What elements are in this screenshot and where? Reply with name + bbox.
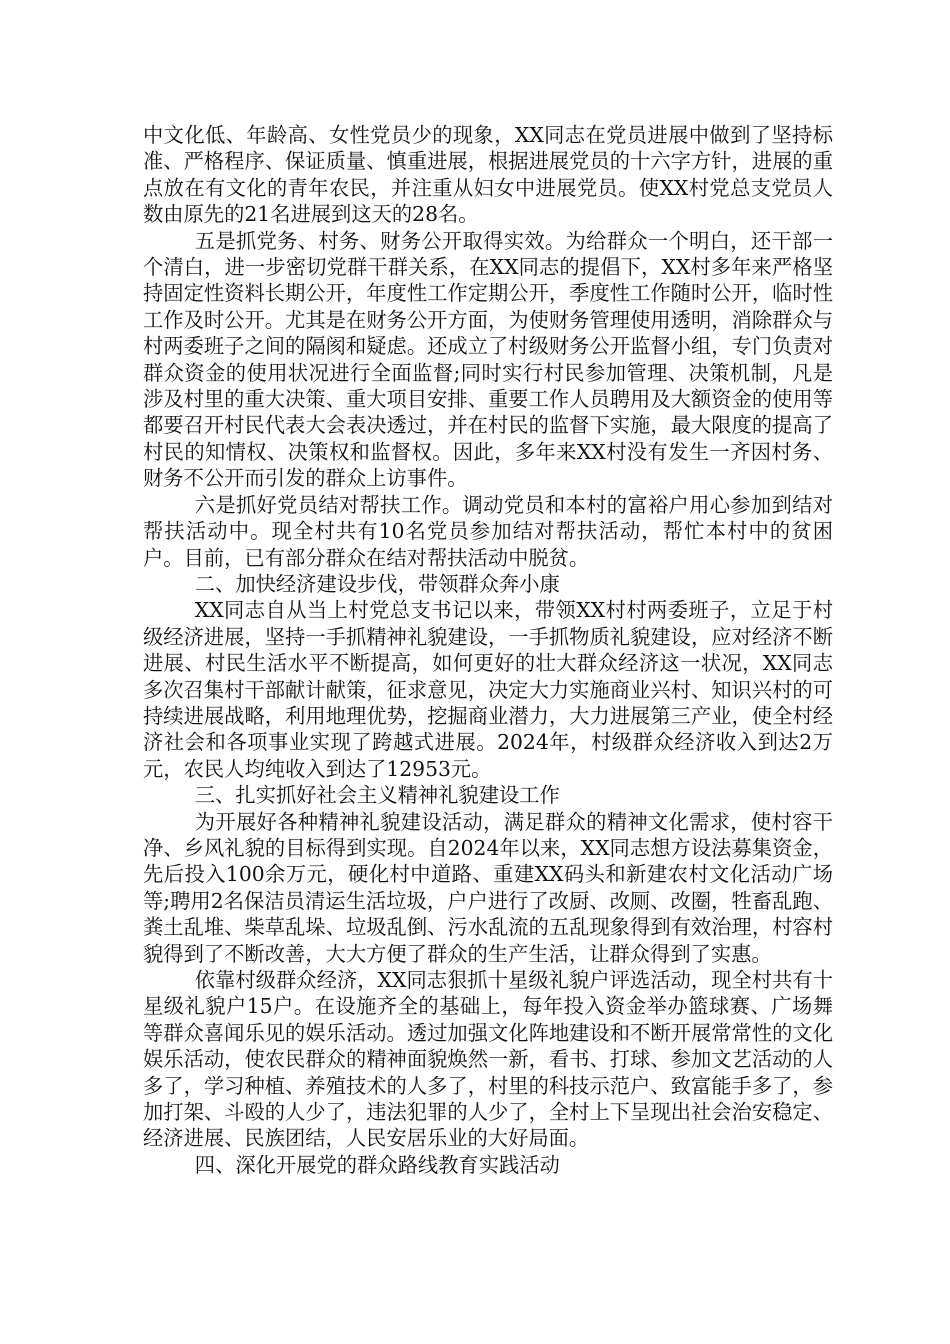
paragraph-affairs-transparency: 五是抓党务、村务、财务公开取得实效。为给群众一个明白，还干部一个清白，进一步密切党群干群关系，在XX同志的提倡下，XX村多年来严格坚持固定性资料长期公开，年度性工作定期公开，季度性工作随时公开，临时性工作及时公开。尤其是在财务公开方面，为使财务管理使用透明，消除群众与村两委班子之间的隔阂和疑虑。还成立了村级财务公开监督小组，专门负责对群众资金的使用状况进行全面监督;同时实行村民参加管理、决策机制，凡是涉及村里的重大决策、重大项目安排、重要工作人员聘用及大额资金的使用等都要召开村民代表大会表决透过，并在村民的监督下实施，最大限度的提高了村民的知情权、决策权和监督权。因此，多年来XX村没有发生一齐因村务、财务不公开而引发的群众上访事件。 [143,228,833,491]
paragraph-village-improvement: 为开展好各种精神礼貌建设活动，满足群众的精神文化需求，使村容干净、乡风礼貌的目标得到实现。自2024年以来，XX同志想方设法募集资金，先后投入100余万元，硬化村中道路、重建XX码头和新建农村文化活动广场等;聘用2名保洁员清运生活垃圾，户户进行了改厨、改厕、改圈，牲畜乱跑、粪土乱堆、柴草乱垛、垃圾乱倒、污水乱流的五乱现象得到有效治理，村容村貌得到了不断改善，大大方便了群众的生产生活，让群众得到了实惠。 [143,809,833,966]
paragraph-pairing-assistance: 六是抓好党员结对帮扶工作。调动党员和本村的富裕户用心参加到结对帮扶活动中。现全村共有10名党员参加结对帮扶活动，帮忙本村中的贫困户。目前，已有部分群众在结对帮扶活动中脱贫。 [143,492,833,570]
section-heading-economic-development: 二、加快经济建设步伐，带领群众奔小康 [194,571,560,596]
section-heading-civilization-building: 三、扎实抓好社会主义精神礼貌建设工作 [194,783,560,808]
paragraph-economic-development: XX同志自从当上村党总支书记以来，带领XX村村两委班子，立足于村级经济进展，坚持一手抓精神礼貌建设，一手抓物质礼貌建设，应对经济不断进展、村民生活水平不断提高，如何更好的壮大群众经济这一状况，XX同志多次召集村干部献计献策，征求意见，决定大力实施商业兴村、知识兴村的可持续进展战略，利用地理优势，挖掘商业潜力，大力进展第三产业，使全村经济社会和各项事业实现了跨越式进展。2024年，村级群众经济收入到达2万元，农民人均纯收入到达了12953元。 [143,598,833,781]
document-page [143,122,833,1178]
paragraph-cultural-activities: 依靠村级群众经济，XX同志狠抓十星级礼貌户评选活动，现全村共有十星级礼貌户15户。在设施齐全的基础上，每年投入资金举办篮球赛、广场舞等群众喜闻乐见的娱乐活动。透过加强文化阵地建设和不断开展常常性的文化娱乐活动，使农民群众的精神面貌焕然一新，看书、打球、参加文艺活动的人多了，学习种植、养殖技术的人多了，村里的科技示范户、致富能手多了，参加打架、斗殴的人少了，违法犯罪的人少了，全村上下呈现出社会治安稳定、经济进展、民族团结，人民安居乐业的大好局面。 [143,968,833,1151]
paragraph-party-member-development: 中文化低、年龄高、女性党员少的现象，XX同志在党员进展中做到了坚持标准、严格程序、保证质量、慎重进展，根据进展党员的十六字方针，进展的重点放在有文化的青年农民，并注重从妇女中进展党员。使XX村党总支党员人数由原先的21名进展到这天的28名。 [143,123,833,227]
section-heading-mass-line-education: 四、深化开展党的群众路线教育实践活动 [194,1152,560,1177]
